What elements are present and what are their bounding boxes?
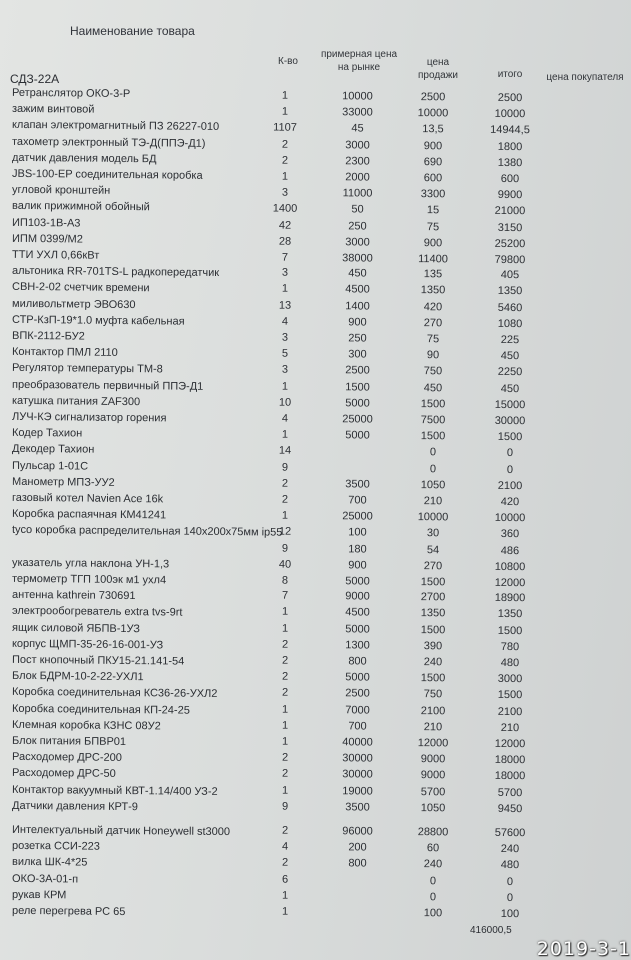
row-name: ящик силовой ЯБПВ-1УЗ (11, 621, 141, 635)
row-sale-price: 9000 (420, 769, 446, 782)
row-sale-price: 100 (423, 906, 443, 919)
row-market-price: 180 (348, 542, 367, 555)
row-sale-price: 54 (426, 543, 440, 556)
row-name: ОКО-3А-01-п (11, 872, 79, 886)
row-sale-price: 270 (423, 317, 443, 330)
row-qty: 3 (281, 186, 289, 199)
row-qty: 8 (281, 574, 289, 587)
row-sale-price: 270 (423, 559, 443, 572)
row-qty: 2 (281, 824, 289, 837)
row-sale-price: 1050 (420, 478, 446, 491)
row-qty: 1 (281, 735, 289, 748)
row-total: 1500 (497, 431, 523, 444)
row-sale-price: 0 (429, 462, 437, 475)
row-sale-price: 750 (423, 365, 443, 378)
photo-date-stamp: 2019-3-1 (536, 938, 631, 960)
row-name: корпус ЩМП-35-26-16-001-УЗ (11, 637, 164, 652)
row-total: 2100 (497, 479, 523, 492)
row-qty: 9 (281, 461, 289, 474)
row-total: 9450 (497, 802, 523, 815)
row-total: 18900 (494, 592, 526, 605)
row-total: 1350 (497, 608, 523, 621)
row-sale-price: 600 (423, 171, 443, 185)
row-total: 450 (500, 382, 520, 395)
row-name: Коробка распаячная КМ41241 (11, 508, 167, 522)
row-qty: 14 (278, 444, 292, 458)
row-market-price: 2500 (345, 364, 370, 378)
row-name: зажим винтовой (11, 103, 95, 116)
row-qty: 2 (281, 654, 289, 667)
row-name: Контактор ПМЛ 2110 (11, 346, 118, 360)
row-name: СТР-КзП-19*1.0 муфта кабельная (11, 313, 185, 328)
row-total: 57600 (494, 826, 526, 839)
row-market-price: 900 (348, 316, 367, 329)
row-total: 0 (506, 447, 514, 460)
row-qty: 1 (281, 622, 289, 635)
row-sale-price: 11400 (418, 252, 448, 265)
row-name: угловой кронштейн (11, 184, 111, 198)
row-sale-price: 75 (426, 333, 440, 346)
row-name: ВПК-2112-БУ2 (11, 329, 85, 343)
row-sale-price: 2700 (420, 591, 446, 604)
row-market-price: 4500 (345, 607, 370, 620)
row-total: 30000 (494, 414, 526, 428)
row-sale-price: 30 (426, 527, 440, 540)
row-market-price: 45 (351, 122, 364, 135)
row-market-price: 30000 (342, 768, 373, 781)
table-row (0, 905, 631, 927)
row-market-price: 50 (351, 203, 364, 216)
row-sale-price: 135 (423, 268, 443, 281)
row-market-price: 3000 (345, 138, 370, 152)
row-total: 25200 (494, 237, 526, 250)
row-sale-price: 750 (423, 688, 443, 701)
row-qty: 6 (281, 872, 289, 885)
row-qty: 2 (281, 154, 289, 167)
row-qty: 1 (281, 170, 289, 183)
row-qty: 1 (281, 889, 289, 902)
row-sale-price: 9000 (420, 753, 446, 766)
row-qty: 2 (281, 856, 289, 869)
row-sale-price: 1500 (420, 624, 446, 637)
row-total: 405 (500, 269, 520, 282)
row-name: катушка питания ZAF300 (11, 394, 141, 408)
row-name: Кодер Тахион (11, 427, 83, 440)
row-sale-price: 0 (429, 890, 437, 903)
row-qty: 4 (281, 840, 289, 853)
row-sale-price: 900 (423, 139, 443, 152)
row-total: 3150 (497, 221, 523, 234)
column-header-qty: К-во (278, 56, 298, 67)
row-qty: 4 (281, 315, 289, 328)
row-qty: 2 (281, 138, 289, 151)
row-sale-price: 0 (429, 874, 437, 887)
row-market-price: 200 (348, 841, 367, 854)
row-qty: 1 (281, 703, 289, 716)
row-qty: 1 (281, 89, 289, 102)
row-market-price: 25000 (342, 510, 373, 523)
row-total: 10800 (494, 560, 526, 573)
row-name: миливольтметр ЭВО630 (11, 297, 136, 311)
row-sale-price: 28800 (417, 825, 449, 839)
row-qty: 2 (281, 477, 289, 490)
row-market-price: 25000 (342, 413, 373, 426)
row-qty: 7 (281, 590, 289, 603)
row-total: 480 (500, 858, 520, 872)
row-total: 5460 (497, 301, 523, 315)
row-qty: 1 (281, 719, 289, 732)
row-market-price: 5000 (345, 429, 370, 442)
row-total: 240 (500, 842, 520, 856)
row-total: 9900 (497, 188, 523, 202)
row-qty: 2 (281, 687, 289, 700)
row-total: 10000 (494, 511, 526, 525)
row-name: вилка ШК-4*25 (11, 856, 88, 870)
row-total: 18000 (494, 754, 526, 767)
row-qty: 1 (281, 380, 289, 393)
row-qty: 2 (281, 638, 289, 651)
row-qty: 1 (281, 509, 289, 522)
row-market-price: 3000 (345, 235, 370, 248)
row-total: 2100 (497, 705, 523, 718)
row-name: Пульсар 1-01С (11, 459, 89, 473)
row-name: ИП103-1В-А3 (11, 216, 81, 230)
row-market-price: 96000 (342, 825, 373, 838)
row-sale-price: 10000 (417, 510, 449, 524)
row-total: 420 (500, 495, 520, 508)
row-qty: 5 (281, 348, 289, 361)
row-sale-price: 60 (426, 842, 440, 855)
row-name: Регулятор температуры ТМ-8 (11, 362, 163, 376)
row-qty: 40 (278, 557, 292, 571)
row-name: Блок питания БПВР01 (11, 734, 127, 749)
row-market-price: 800 (348, 857, 367, 870)
row-name: tyco коробка распределительная 140х200х75мм ip55 (11, 524, 283, 540)
row-name: альтоника RR-701TS-L радкопередатчик (11, 265, 220, 280)
row-name: Контактор вакуумный КВТ-1.14/400 УЗ-2 (11, 783, 218, 798)
row-name: преобразователь первичный ППЭ-Д1 (11, 378, 204, 393)
column-header-market-price: примерная цена на рынке (320, 49, 398, 73)
row-sale-price: 1500 (420, 575, 446, 588)
row-qty: 4 (281, 412, 289, 425)
row-market-price: 30000 (342, 752, 373, 765)
row-sale-price: 690 (423, 155, 443, 168)
column-header-name: Наименование товара (70, 24, 195, 38)
row-total: 5700 (497, 786, 523, 799)
row-market-price: 250 (348, 332, 367, 345)
row-sale-price: 450 (423, 381, 443, 395)
row-sale-price: 1500 (420, 672, 446, 685)
row-name: Клемная коробка КЗНС 08У2 (11, 718, 161, 733)
row-market-price: 1500 (345, 381, 370, 394)
row-name: антенна kathrein 730691 (11, 589, 136, 603)
row-total: 12000 (494, 737, 526, 751)
row-sale-price: 1050 (420, 801, 446, 814)
row-total: 450 (500, 350, 520, 363)
column-header-sale-price: цена продажи (418, 57, 458, 81)
group-label: СДЗ-22А (10, 72, 60, 86)
row-sale-price: 1500 (420, 397, 446, 411)
row-name: розетка ССИ-223 (11, 840, 100, 853)
row-total: 100 (500, 907, 520, 920)
row-name: валик прижимной обойный (11, 200, 150, 214)
table-row (0, 799, 631, 821)
row-market-price: 800 (348, 655, 367, 668)
row-qty: 9 (281, 541, 289, 554)
row-name: Манометр МПЗ-УУ2 (11, 475, 115, 489)
row-total: 21000 (494, 204, 526, 218)
row-market-price: 700 (348, 720, 367, 733)
row-sale-price: 12000 (417, 737, 449, 750)
row-market-price: 5000 (345, 671, 370, 684)
row-qty: 12 (278, 525, 292, 538)
row-name: газовый котел Navien Ace 16k (11, 491, 164, 506)
row-sale-price: 15 (426, 204, 440, 217)
row-market-price: 4500 (345, 284, 370, 297)
row-sale-price: 210 (423, 720, 443, 734)
row-sale-price: 2500 (420, 91, 446, 104)
column-header-total: итого (497, 69, 523, 80)
row-total: 600 (500, 172, 520, 185)
row-market-price: 700 (348, 494, 367, 507)
row-market-price: 40000 (342, 736, 373, 749)
row-sale-price: 75 (426, 220, 440, 233)
row-qty: 1107 (273, 121, 297, 135)
row-market-price: 100 (348, 526, 367, 539)
row-name: реле перегрева РС 65 (11, 904, 126, 919)
row-qty: 1400 (272, 202, 298, 215)
row-sale-price: 2100 (420, 704, 446, 718)
row-sale-price: 420 (423, 301, 443, 314)
row-name: ИПМ 0399/М2 (11, 232, 83, 246)
row-sale-price: 10000 (417, 107, 449, 120)
row-qty: 1 (281, 606, 289, 619)
row-total: 2250 (497, 366, 523, 379)
row-sale-price: 7500 (420, 414, 446, 427)
row-qty: 3 (281, 267, 289, 280)
row-market-price: 5000 (345, 397, 370, 410)
row-total: 480 (500, 657, 520, 670)
row-name: Интелектуальный датчик Honeywell st3000 (11, 823, 231, 839)
row-total: 2500 (497, 91, 523, 105)
row-total: 15000 (494, 398, 526, 412)
row-qty: 2 (281, 493, 289, 506)
row-total: 0 (506, 875, 514, 888)
row-name: JBS-100-EP соединительная коробка (11, 167, 203, 182)
row-market-price: 3500 (345, 477, 370, 491)
row-name: Ретранслятор ОКО-3-Р (11, 86, 131, 101)
row-market-price: 1400 (345, 300, 370, 313)
row-total: 1500 (497, 689, 523, 702)
row-total: 486 (500, 544, 520, 557)
column-header-buyer-price: цена покупателя (546, 72, 624, 83)
row-qty: 28 (278, 234, 292, 248)
row-sale-price: 90 (426, 349, 440, 362)
row-total: 18000 (494, 770, 526, 783)
row-sale-price: 390 (423, 640, 443, 653)
row-total: 3000 (497, 673, 523, 686)
row-market-price: 10000 (342, 90, 373, 103)
row-sale-price: 240 (423, 656, 443, 669)
row-market-price: 5000 (345, 574, 370, 588)
row-sale-price: 900 (423, 236, 443, 249)
row-sale-price: 1350 (420, 607, 446, 621)
row-name: Пост кнопочный ПКУ15-21.141-54 (11, 653, 185, 668)
row-name: термометр ТГП 100эк м1 ухл4 (11, 572, 167, 587)
row-name: указатель угла наклона УН-1,3 (11, 556, 170, 571)
row-total: 1350 (497, 285, 523, 298)
row-total: 1500 (497, 624, 523, 638)
row-qty: 1 (281, 905, 289, 918)
row-name: Блок БДРМ-10-2-22-УХЛ1 (11, 670, 144, 684)
row-qty: 2 (281, 671, 289, 684)
row-market-price: 300 (348, 348, 367, 361)
row-name: Коробка соединительная КП-24-25 (11, 702, 190, 717)
row-name: тахометр электронный ТЭ-Д(ППЭ-Д1) (11, 135, 206, 150)
row-total: 225 (500, 334, 520, 347)
row-market-price: 33000 (342, 106, 373, 119)
row-qty: 9 (281, 800, 289, 813)
row-total: 1080 (497, 318, 523, 331)
row-total: 210 (500, 721, 520, 734)
row-qty: 1 (281, 428, 289, 441)
row-sale-price: 240 (423, 858, 443, 871)
row-market-price: 1300 (345, 639, 370, 652)
row-name: Коробка соединительная КС36-26-УХЛ2 (11, 686, 218, 701)
row-name: датчик давления модель БД (11, 151, 157, 166)
row-sale-price: 3300 (420, 187, 446, 201)
row-name: СВН-2-02 счетчик времени (11, 281, 150, 295)
row-name: Датчики давления КРТ-9 (11, 799, 138, 813)
grand-total: 416000,5 (470, 925, 512, 936)
row-market-price: 450 (348, 267, 367, 281)
row-total: 1800 (497, 140, 523, 153)
row-market-price: 38000 (342, 251, 373, 265)
row-market-price: 11000 (342, 187, 373, 200)
row-qty: 10 (278, 396, 292, 409)
row-total: 79800 (494, 253, 526, 266)
row-name: ТТИ УХЛ 0,66кВт (11, 248, 100, 262)
row-name: электрообогреватель extra tvs-9rt (11, 605, 183, 619)
row-market-price: 3500 (345, 800, 370, 814)
row-market-price: 5000 (345, 623, 370, 636)
row-name: рукав КРМ (11, 888, 67, 902)
row-total: 14944,5 (490, 124, 530, 137)
row-name: ЛУЧ-КЭ сигнализатор горения (11, 410, 167, 425)
row-market-price: 7000 (345, 704, 370, 717)
row-market-price: 19000 (342, 784, 373, 798)
row-market-price: 2000 (345, 171, 370, 184)
row-sale-price: 0 (429, 446, 437, 459)
row-qty: 2 (281, 751, 289, 764)
row-qty: 2 (281, 767, 289, 781)
row-sale-price: 13,5 (422, 123, 444, 136)
row-total: 360 (500, 527, 520, 541)
row-market-price: 250 (348, 219, 367, 232)
row-total: 780 (500, 641, 520, 654)
row-qty: 1 (281, 283, 289, 296)
row-total: 0 (506, 891, 514, 904)
row-sale-price: 5700 (420, 785, 446, 798)
row-market-price: 2500 (345, 687, 370, 701)
row-market-price: 9000 (345, 590, 370, 604)
row-name: клапан электромагнитный ПЗ 26227-010 (11, 119, 220, 134)
row-total: 12000 (494, 576, 526, 589)
row-total: 1380 (497, 156, 523, 169)
row-name: Расходомер ДРС-200 (11, 751, 122, 765)
row-qty: 1 (281, 784, 289, 797)
row-sale-price: 1350 (420, 284, 446, 298)
row-name: Декодер Тахион (11, 443, 95, 457)
row-market-price: 2300 (345, 154, 370, 168)
row-sale-price: 1500 (420, 430, 446, 443)
row-qty: 1 (281, 105, 289, 118)
row-qty: 7 (281, 251, 289, 264)
row-market-price: 900 (348, 558, 367, 571)
row-name: Расходомер ДРС-50 (11, 767, 116, 781)
row-qty: 3 (281, 364, 289, 377)
row-qty: 3 (281, 331, 289, 344)
row-total: 0 (506, 463, 514, 476)
row-sale-price: 210 (423, 494, 443, 508)
row-qty: 13 (278, 299, 292, 312)
row-qty: 42 (278, 218, 292, 231)
row-total: 10000 (494, 108, 526, 121)
